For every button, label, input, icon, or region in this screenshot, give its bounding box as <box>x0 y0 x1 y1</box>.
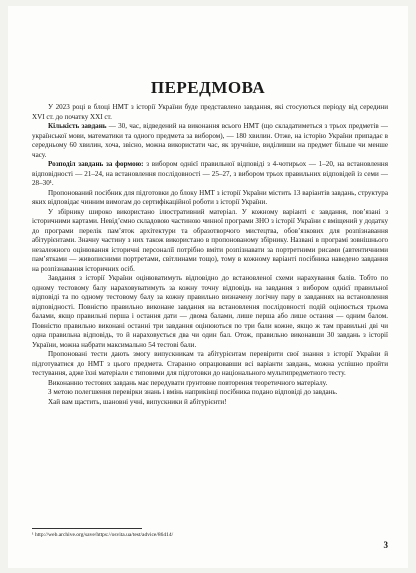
paragraph-3-text: з вибором однієї правильної відповіді з 4-чотирьох — 1–20, на встановлення відповідності — 21–24, на встановлення послідовності — 25–27, з вибором трьох правильних відповідей із семи — 28–30¹. <box>32 160 388 187</box>
paragraph-2 <box>32 122 388 160</box>
page-title: ПЕРЕДМОВА <box>150 78 266 97</box>
paragraph-2-lead: Кількість завдань <box>48 122 107 130</box>
paragraph-3-lead: Розподіл завдань за формою: <box>48 160 144 168</box>
footnote-divider <box>32 528 142 529</box>
paragraph-7: Пропоновані тести дають змогу випускникам та абітурієнтам перевірити свої знання з історії України й підготуватися до НМТ з цього предмета. Старанно опрацювавши всі варіанти завдань, можна успішно пройти тестування, адже їхні матеріали є типовими для підготовки до національного мультипредметного тесту. <box>32 350 388 377</box>
footnote-link[interactable]: ¹ http://web.archive.org/save/https://osvita.ua/test/advice/86414/ <box>32 532 174 538</box>
paragraph-6: Завдання з історії України оцінюватимуть відповідно до встановленої схеми нарахування балів. Тобто по одному тестовому балу нараховуватимуть за кожну точну відповідь на завдання з вибором однієї правильної відповіді та по одному тестовому балу за кожну правильно визначену логічну пару в завданнях на встановлення відповідності. Повністю правильно виконане завдання на встановлення послідовності подій оцінюється трьома балами, якщо правильні перша і остання дати — двома балами, лише перша або лише остання — одним балом. Повністю правильно виконані останні три завдання оцінюються по три бали кожне, якщо ж там правильні дві чи одна правильна відповідь, то й нараховується два чи один бал. Отож, правильно виконавши 30 завдань з історії України, можна набрати максимально 54 тестові бали. <box>32 274 388 349</box>
paragraph-3 <box>32 160 388 189</box>
paragraph-5: У збірнику широко використано ілюстративний матеріал. У кожному варіанті є завдання, пов’язані з історичними картами. Невід’ємно складовою частиною чинної програми ЗНО з історії України є вміщений у додатку до програми перелік пам’яток архітектури та образотворчого мистецтва, обов’язкових для розпізнавання абітурієнтами. Значну частину з них також використано в пропонованому збірнику. Названі в програмі зовнішнього незалежного оцінювання історичні персоналії потрібно вміти розпізнавати за портретними рисами (автентичними пам’ятками — живописними портретами, світлинами тощо), тому в кожному варіанті посібника наведено завдання на розпізнавання історичних осіб. <box>32 207 388 273</box>
paragraph-8: Виконанню тестових завдань має передувати ґрунтовне повторення теоретичного матеріалу. <box>48 378 328 387</box>
paragraph-2-text: — 30, час, відведений на виконання всього НМТ (що складатиметься з трьох предметів — української мови, математики та одного предмета за вибором), — 180 хвилин. Отже, на історію України припадає в середньому 60 хвилин, хоча, звісно, можна використати час, як зручніше, виділивши на предмет більше чи менше часу. <box>32 122 388 159</box>
paragraph-4: Пропонований посібник для підготовки до блоку НМТ з історії України містить 13 варіантів завдань, структура яких відповідає чинним вимогам до сертифікаційної роботи з історії України. <box>32 188 388 206</box>
paragraph-10: Хай вам щастить, шановні учні, випускники й абітурієнти! <box>48 397 227 406</box>
paragraph-1: У 2023 році в блоці НМТ з історії України буде представлено завдання, які стосуються періоду від середини XVI ст. до початку XXI ст. <box>32 103 388 121</box>
paragraph-9: З метою полегшення перевірки знань і вмінь наприкінці посібника подано відповіді до завдань. <box>48 388 338 396</box>
page-body <box>32 103 388 407</box>
page-number: 3 <box>383 540 388 550</box>
